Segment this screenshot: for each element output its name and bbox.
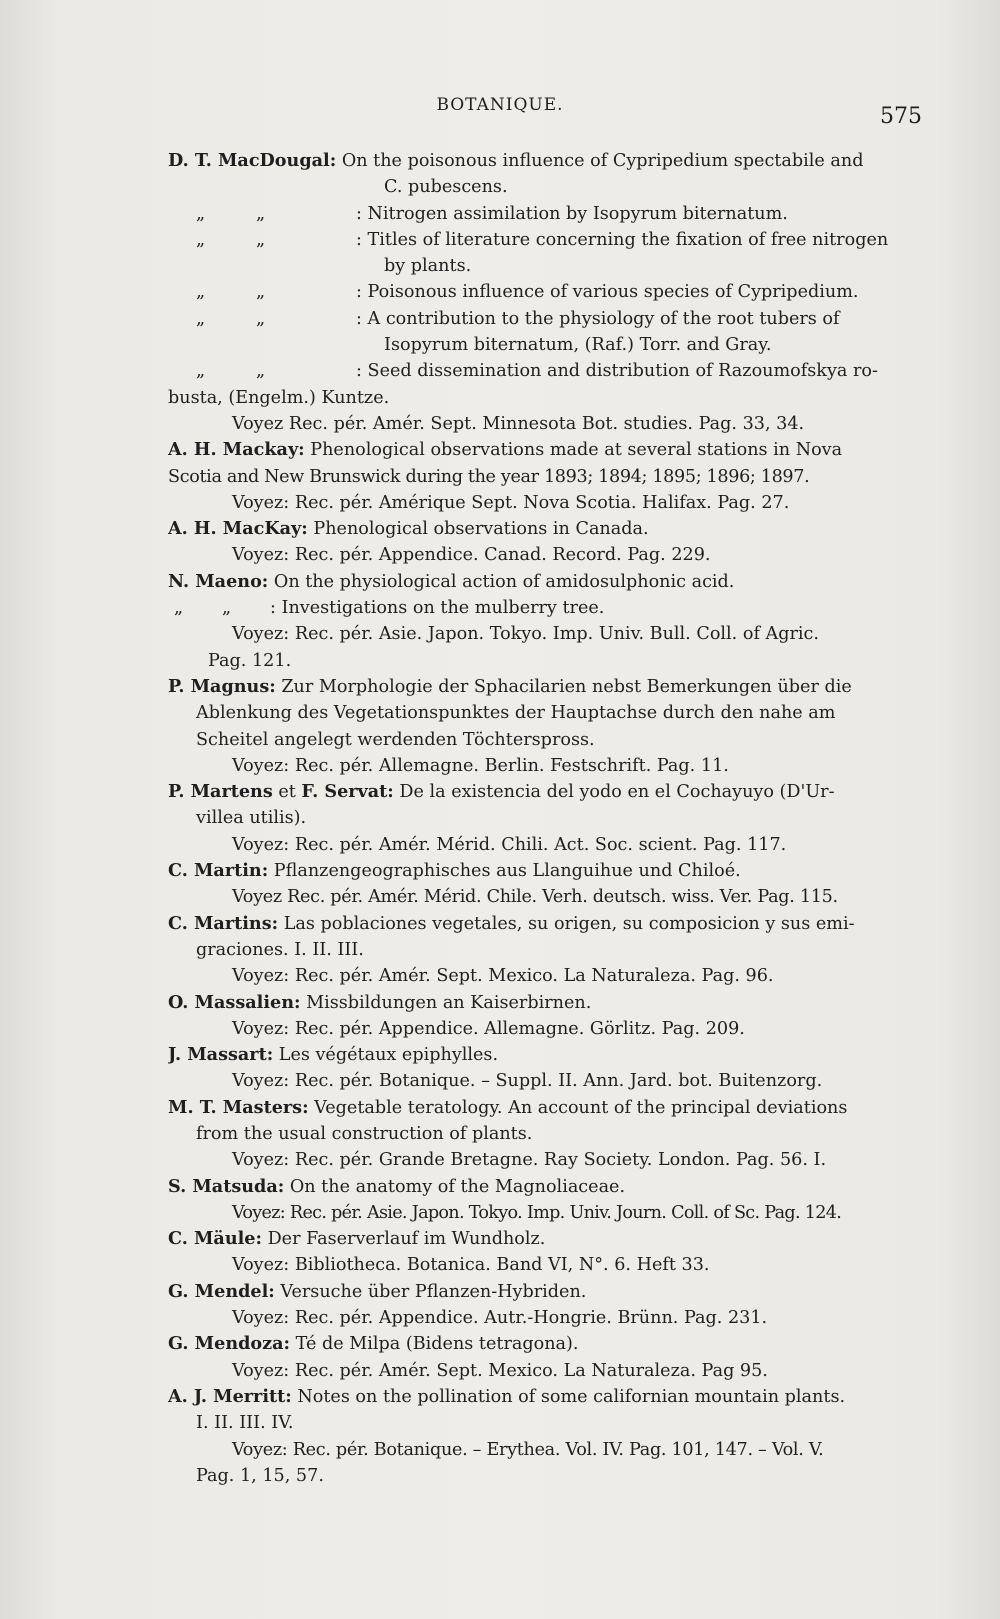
entry-reference: Voyez: Rec. pér. Botanique. – Erythea. Vol. IV. Pag. 101, 147. – Vol. V. [232, 1439, 824, 1460]
bibliography-list [168, 148, 920, 1489]
entry-author: F. Servat: [301, 781, 394, 803]
ditto-mark: „ [256, 308, 266, 329]
ditto-mark: „ [196, 282, 206, 303]
bib-entry [168, 1095, 920, 1174]
entry-reference: Voyez: Rec. pér. Appendice. Canad. Record. Pag. 229. [232, 545, 711, 566]
entry-reference: Voyez: Rec. pér. Asie. Japon. Tokyo. Imp. Univ. Bull. Coll. of Agric. [232, 624, 819, 645]
entry-author: M. T. Masters: [168, 1096, 309, 1118]
entry-title-cont: Isopyrum biternatum, (Raf.) Torr. and Gray. [384, 335, 772, 356]
bib-entry [168, 437, 920, 516]
entry-title-cont: I. II. III. IV. [196, 1413, 294, 1434]
entry-author: D. T. MacDougal: [168, 150, 337, 171]
entry-title: : Investigations on the mulberry tree. [270, 598, 605, 619]
bib-entry [168, 858, 920, 911]
ditto-mark: „ [256, 282, 266, 303]
bib-entry [168, 990, 920, 1043]
entry-author: A. H. Mackay: [168, 439, 305, 461]
entry-author: C. Mäule: [168, 1228, 262, 1250]
entry-reference: Voyez: Rec. pér. Allemagne. Berlin. Festschrift. Pag. 11. [232, 755, 729, 776]
entry-author: C. Martin: [168, 860, 269, 882]
entry-title: On the anatomy of the Magnoliaceae. [289, 1176, 626, 1197]
entry-title: Phenological observations made at several stations in Nova [310, 440, 843, 461]
entry-author: G. Mendel: [168, 1280, 275, 1302]
bib-entry [168, 1226, 920, 1279]
entry-reference: Voyez Rec. pér. Amér. Mérid. Chile. Verh. deutsch. wiss. Ver. Pag. 115. [232, 887, 838, 908]
bib-entry [168, 1384, 920, 1489]
entry-reference: Voyez: Rec. pér. Asie. Japon. Tokyo. Imp. Univ. Journ. Coll. of Sc. Pag. 124. [232, 1202, 842, 1223]
entry-author: A. H. MacKay: [168, 518, 308, 540]
ditto-mark: „ [256, 203, 266, 224]
bib-entry [168, 279, 920, 305]
entry-title-cont: C. pubescens. [384, 177, 508, 198]
entry-reference-cont: Pag. 1, 15, 57. [196, 1465, 324, 1486]
entry-reference-cont: Pag. 121. [208, 650, 292, 671]
ditto-mark: „ [196, 361, 206, 382]
ditto-mark: „ [222, 598, 232, 619]
entry-title: Versuche über Pflanzen-Hybriden. [280, 1281, 587, 1302]
entry-title: De la existencia del yodo en el Cochayuyo (D'Ur- [399, 782, 835, 803]
author-joiner: et [278, 782, 296, 803]
entry-author: C. Martins: [168, 912, 279, 934]
entry-reference: Voyez: Rec. pér. Appendice. Allemagne. Görlitz. Pag. 209. [232, 1018, 745, 1039]
entry-reference: Voyez: Rec. pér. Amér. Sept. Mexico. La Naturaleza. Pag. 96. [232, 966, 774, 987]
entry-reference: Voyez: Rec. pér. Grande Bretagne. Ray Society. London. Pag. 56. I. [232, 1150, 827, 1171]
entry-title-cont: Scheitel angelegt werdenden Töchterspross. [196, 729, 595, 750]
bib-entry [168, 1042, 920, 1095]
entry-title: Der Faserverlauf im Wundholz. [267, 1229, 546, 1250]
entry-author: N. Maeno: [168, 570, 269, 592]
entry-title: Las poblaciones vegetales, su origen, su composicion y sus emi- [283, 913, 855, 934]
bib-entry [168, 911, 920, 990]
bib-entry [168, 1331, 920, 1384]
entry-title-cont: Ablenkung des Vegetationspunktes der Hauptachse durch den nahe am [196, 703, 836, 724]
entry-title: Zur Morphologie der Sphacilarien nebst Bemerkungen über die [281, 676, 852, 697]
entry-title: Té de Milpa (Bidens tetragona). [295, 1334, 579, 1355]
bib-entry [168, 1174, 920, 1227]
entry-title: : Nitrogen assimilation by Isopyrum biternatum. [356, 203, 788, 224]
ditto-mark: „ [196, 203, 206, 224]
entry-title: Missbildungen an Kaiserbirnen. [306, 992, 592, 1013]
entry-author: S. Matsuda: [168, 1175, 285, 1197]
entry-author: G. Mendoza: [168, 1333, 291, 1355]
entry-author: P. Magnus: [168, 675, 276, 697]
entry-reference: Voyez: Rec. pér. Amérique Sept. Nova Scotia. Halifax. Pag. 27. [232, 492, 790, 513]
bib-entry [168, 1279, 920, 1332]
bib-entry [168, 148, 920, 201]
entry-author: P. Martens [168, 781, 273, 803]
bib-entry [168, 674, 920, 779]
ditto-mark: „ [256, 229, 266, 250]
entry-title-cont: Scotia and New Brunswick during the year 1893; 1894; 1895; 1896; 1897. [168, 466, 810, 487]
entry-title-cont: by plants. [384, 256, 472, 277]
entry-reference: Voyez: Rec. pér. Amér. Sept. Mexico. La Naturaleza. Pag 95. [232, 1360, 768, 1381]
bib-entry [168, 227, 920, 280]
ditto-mark: „ [196, 229, 206, 250]
ditto-mark: „ [174, 598, 184, 619]
entry-title-cont: busta, (Engelm.) Kuntze. [168, 387, 390, 408]
entry-title-cont: villea utilis). [196, 808, 307, 829]
running-header: BOTANIQUE. [436, 95, 564, 115]
entry-title-cont: graciones. I. II. III. [196, 939, 364, 960]
bib-entry [168, 569, 920, 595]
entry-reference: Voyez: Rec. pér. Appendice. Autr.-Hongrie. Brünn. Pag. 231. [232, 1308, 768, 1329]
entry-reference: Voyez: Rec. pér. Amér. Mérid. Chili. Act. Soc. scient. Pag. 117. [232, 834, 787, 855]
entry-author: A. J. Merritt: [168, 1385, 292, 1407]
entry-title: : Poisonous influence of various species of Cypripedium. [356, 282, 859, 303]
entry-author: O. Massalien: [168, 991, 301, 1013]
entry-title: Notes on the pollination of some californian mountain plants. [297, 1386, 846, 1407]
entry-author: J. Massart: [168, 1044, 274, 1066]
entry-title: : A contribution to the physiology of the root tubers of [356, 308, 840, 329]
bib-entry [168, 779, 920, 858]
bib-entry [168, 595, 920, 674]
entry-reference: Voyez Rec. pér. Amér. Sept. Minnesota Bot. studies. Pag. 33, 34. [232, 413, 805, 434]
entry-title: Pflanzengeographisches aus Llanguihue und Chiloé. [273, 861, 741, 882]
page-number: 575 [880, 104, 922, 129]
bib-entry [168, 358, 920, 437]
entry-title: Les végétaux epiphylles. [278, 1045, 499, 1066]
bib-entry [168, 306, 920, 359]
ditto-mark: „ [196, 308, 206, 329]
entry-title: On the poisonous influence of Cypripedium spectabile and [341, 151, 864, 171]
ditto-mark: „ [256, 361, 266, 382]
entry-title: Phenological observations in Canada. [313, 519, 649, 540]
entry-title: : Seed dissemination and distribution of Razoumofskya ro- [356, 361, 878, 382]
entry-title: On the physiological action of amidosulphonic acid. [273, 571, 735, 592]
entry-title: Vegetable teratology. An account of the principal deviations [314, 1097, 848, 1118]
entry-title-cont: from the usual construction of plants. [196, 1123, 533, 1144]
entry-reference: Voyez: Bibliotheca. Botanica. Band VI, N°. 6. Heft 33. [232, 1255, 710, 1276]
entry-title: : Titles of literature concerning the fixation of free nitrogen [356, 229, 889, 250]
bib-entry [168, 201, 920, 227]
entry-reference: Voyez: Rec. pér. Botanique. – Suppl. II. Ann. Jard. bot. Buitenzorg. [232, 1071, 823, 1092]
bib-entry [168, 516, 920, 569]
